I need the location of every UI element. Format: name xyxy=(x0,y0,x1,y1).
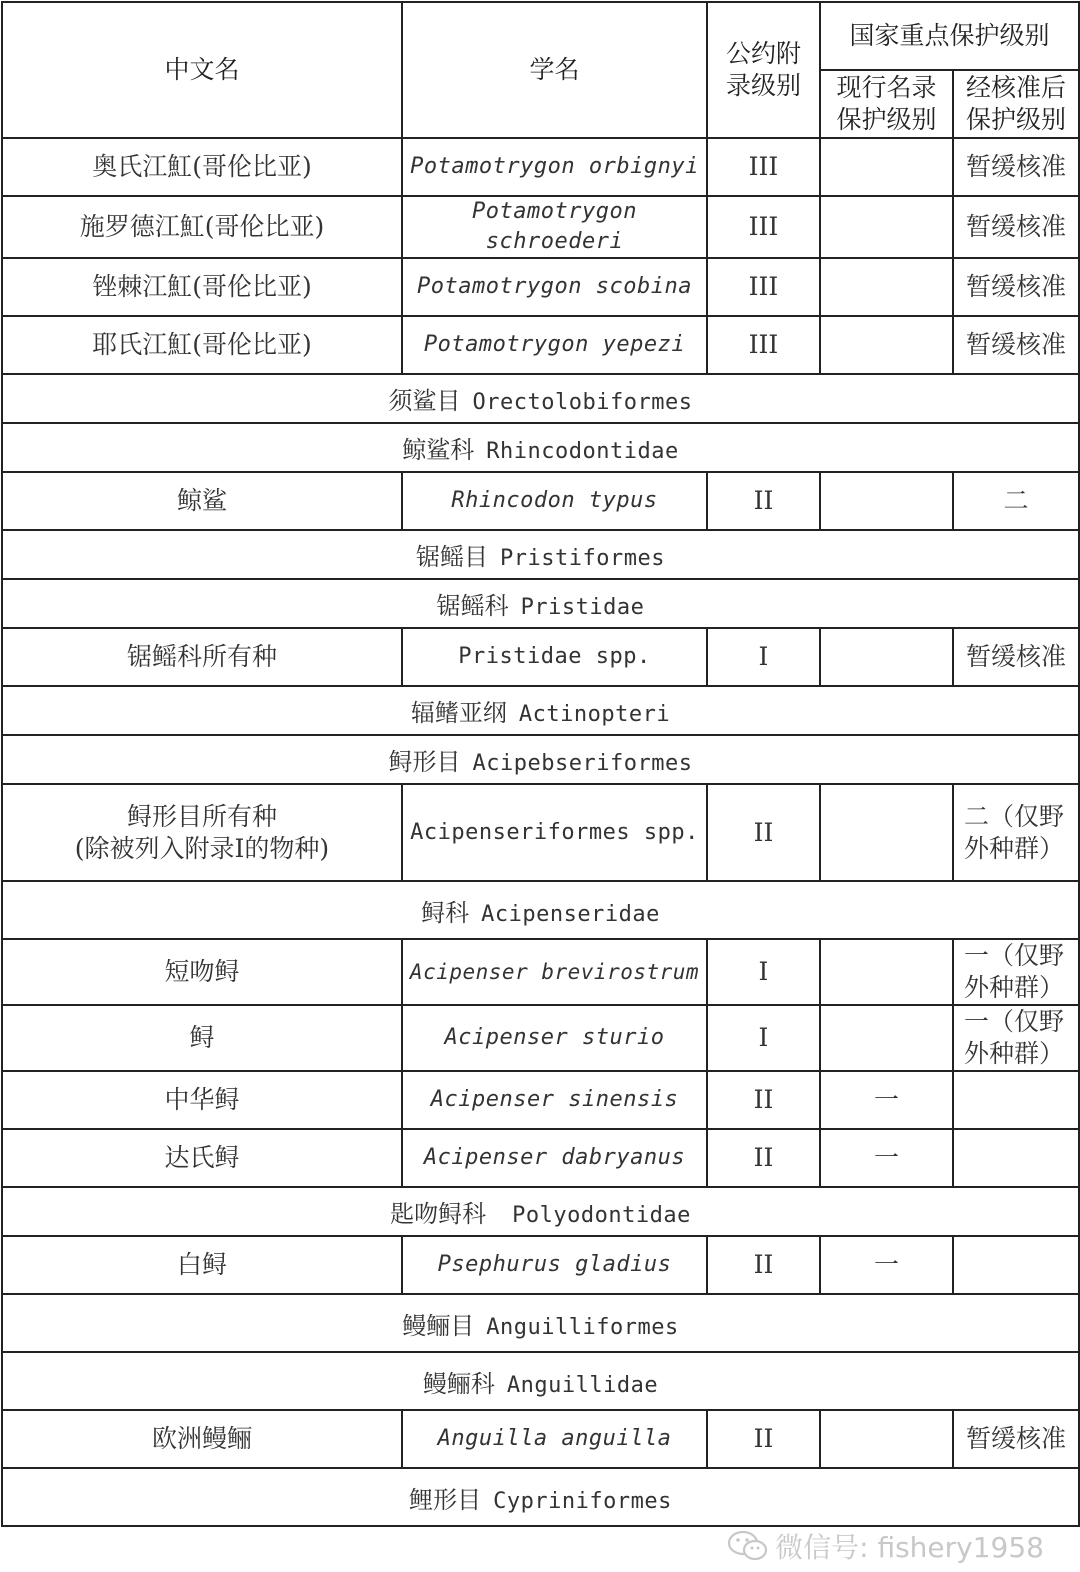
table-row xyxy=(2,316,1079,374)
approved-level xyxy=(953,1129,1079,1187)
taxon-cn-name: 鲟科 xyxy=(421,898,470,927)
watermark xyxy=(727,1526,1044,1566)
approved-level: 二 xyxy=(953,472,1079,530)
approved-level: 一（仅野外种群） xyxy=(953,1005,1079,1071)
taxon-group-row xyxy=(2,735,1079,784)
species-sci-name: Acipenser sturio xyxy=(402,1005,707,1071)
species-sci-name: Rhincodon typus xyxy=(402,472,707,530)
taxon-latin-name: Cypriniformes xyxy=(493,1488,672,1514)
approved-level: 二（仅野外种群） xyxy=(953,784,1079,881)
taxon-group-cell xyxy=(2,735,1079,784)
species-cn-name: 中华鲟 xyxy=(2,1071,402,1129)
appendix-level: II xyxy=(707,1129,820,1187)
taxon-group-cell xyxy=(2,686,1079,735)
approved-level: 一（仅野外种群） xyxy=(953,939,1079,1005)
species-cn-name: 锯鳐科所有种 xyxy=(2,628,402,686)
approved-level: 暂缓核准 xyxy=(953,196,1079,258)
current-level: 一 xyxy=(820,1129,953,1187)
current-level xyxy=(820,1005,953,1071)
taxon-group-cell xyxy=(2,881,1079,939)
appendix-level: II xyxy=(707,1236,820,1294)
taxon-cn-name: 锯鳐目 xyxy=(416,543,489,571)
appendix-level: III xyxy=(707,258,820,316)
species-cn-name: 奥氏江魟(哥伦比亚) xyxy=(2,138,402,196)
appendix-level: II xyxy=(707,472,820,530)
appendix-level: I xyxy=(707,628,820,686)
header-sci-name: 学名 xyxy=(402,2,707,138)
taxon-group-cell xyxy=(2,1187,1079,1236)
taxon-group-cell xyxy=(2,530,1079,579)
taxon-group-row xyxy=(2,579,1079,628)
taxon-cn-name: 鳗鲡目 xyxy=(402,1311,475,1340)
approved-level: 暂缓核准 xyxy=(953,258,1079,316)
taxon-group-cell xyxy=(2,1468,1079,1526)
current-level xyxy=(820,628,953,686)
header-appendix: 公约附录级别 xyxy=(707,2,820,138)
taxon-group-row xyxy=(2,1187,1079,1236)
header-current-level: 现行名录保护级别 xyxy=(820,70,953,138)
taxon-cn-name: 鲟形目 xyxy=(388,748,461,776)
taxon-cn-name: 鲤形目 xyxy=(409,1485,482,1514)
species-sci-name: Acipenseriformes spp. xyxy=(402,784,707,881)
species-cn-name: 白鲟 xyxy=(2,1236,402,1294)
species-cn-name: 鲟形目所有种 (除被列入附录Ⅰ的物种) xyxy=(2,784,402,881)
wechat-icon xyxy=(727,1529,769,1563)
taxon-cn-name: 鳗鲡科 xyxy=(422,1369,495,1398)
approved-level xyxy=(953,1236,1079,1294)
table-row xyxy=(2,1410,1079,1468)
table-row xyxy=(2,784,1079,881)
table-row xyxy=(2,1071,1079,1129)
appendix-level: I xyxy=(707,1005,820,1071)
table-row xyxy=(2,939,1079,1005)
table-row xyxy=(2,472,1079,530)
approved-level: 暂缓核准 xyxy=(953,316,1079,374)
approved-level: 暂缓核准 xyxy=(953,1410,1079,1468)
current-level xyxy=(820,784,953,881)
taxon-group-row xyxy=(2,374,1079,423)
species-sci-name: Potamotrygon scobina xyxy=(402,258,707,316)
species-sci-name: Psephurus gladius xyxy=(402,1236,707,1294)
appendix-level: III xyxy=(707,316,820,374)
table-row xyxy=(2,258,1079,316)
table-row xyxy=(2,138,1079,196)
appendix-level: I xyxy=(707,939,820,1005)
table-row xyxy=(2,1236,1079,1294)
header-cn-name: 中文名 xyxy=(2,2,402,138)
watermark-text: 微信号: fishery1958 xyxy=(775,1531,1044,1564)
species-cn-name: 施罗德江魟(哥伦比亚) xyxy=(2,196,402,258)
table-row xyxy=(2,196,1079,258)
current-level xyxy=(820,196,953,258)
species-sci-name: Potamotrygon yepezi xyxy=(402,316,707,374)
table-body xyxy=(2,138,1079,1526)
taxon-cn-name: 匙吻鲟科 xyxy=(390,1200,487,1228)
taxon-group-cell xyxy=(2,579,1079,628)
taxon-group-cell xyxy=(2,1352,1079,1410)
table-row xyxy=(2,1005,1079,1071)
species-sci-name: Potamotrygon schroederi xyxy=(402,196,707,258)
current-level xyxy=(820,258,953,316)
header-national-level: 国家重点保护级别 xyxy=(820,2,1079,70)
appendix-level: II xyxy=(707,784,820,881)
appendix-level: II xyxy=(707,1071,820,1129)
current-level: 一 xyxy=(820,1236,953,1294)
taxon-latin-name: Acipenseridae xyxy=(481,901,660,927)
species-sci-name: Acipenser sinensis xyxy=(402,1071,707,1129)
header-approved-level: 经核准后保护级别 xyxy=(953,70,1079,138)
taxon-latin-name: Anguillidae xyxy=(506,1372,659,1398)
taxon-group-row xyxy=(2,686,1079,735)
approved-level: 暂缓核准 xyxy=(953,628,1079,686)
taxon-cn-name: 鲸鲨科 xyxy=(402,436,475,464)
taxon-group-cell xyxy=(2,374,1079,423)
species-cn-name: 锉棘江魟(哥伦比亚) xyxy=(2,258,402,316)
species-cn-name: 欧洲鳗鲡 xyxy=(2,1410,402,1468)
species-cn-name: 达氏鲟 xyxy=(2,1129,402,1187)
species-table xyxy=(1,1,1080,1527)
taxon-latin-name: Pristiformes xyxy=(500,546,665,571)
species-sci-name: Potamotrygon orbignyi xyxy=(402,138,707,196)
appendix-level: III xyxy=(707,196,820,258)
taxon-group-cell xyxy=(2,423,1079,472)
current-level: 一 xyxy=(820,1071,953,1129)
species-cn-name: 鲸鲨 xyxy=(2,472,402,530)
species-sci-name: Acipenser brevirostrum xyxy=(402,939,707,1005)
taxon-group-row xyxy=(2,881,1079,939)
taxon-group-cell xyxy=(2,1294,1079,1352)
taxon-latin-name: Orectolobiformes xyxy=(472,390,693,415)
species-sci-name: Anguilla anguilla xyxy=(402,1410,707,1468)
taxon-latin-name: Actinopteri xyxy=(518,702,671,727)
taxon-cn-name: 须鲨目 xyxy=(388,387,461,415)
taxon-group-row xyxy=(2,423,1079,472)
taxon-latin-name: Anguilliformes xyxy=(486,1314,679,1340)
species-cn-name: 短吻鲟 xyxy=(2,939,402,1005)
table-row xyxy=(2,628,1079,686)
species-sci-name: Acipenser dabryanus xyxy=(402,1129,707,1187)
taxon-group-row xyxy=(2,1294,1079,1352)
taxon-group-row xyxy=(2,1352,1079,1410)
current-level xyxy=(820,138,953,196)
current-level xyxy=(820,472,953,530)
species-sci-name: Pristidae spp. xyxy=(402,628,707,686)
taxon-latin-name: Pristidae xyxy=(520,595,645,620)
approved-level: 暂缓核准 xyxy=(953,138,1079,196)
taxon-group-row xyxy=(2,1468,1079,1526)
table-row xyxy=(2,1129,1079,1187)
current-level xyxy=(820,316,953,374)
appendix-level: III xyxy=(707,138,820,196)
current-level xyxy=(820,939,953,1005)
taxon-latin-name: Polyodontidae xyxy=(512,1203,691,1228)
taxon-latin-name: Rhincodontidae xyxy=(486,439,679,464)
current-level xyxy=(820,1410,953,1468)
species-cn-name: 耶氏江魟(哥伦比亚) xyxy=(2,316,402,374)
taxon-latin-name: Acipebseriformes xyxy=(472,751,693,776)
species-cn-name: 鲟 xyxy=(2,1005,402,1071)
taxon-group-row xyxy=(2,530,1079,579)
taxon-cn-name: 辐鳍亚纲 xyxy=(410,699,507,727)
appendix-level: II xyxy=(707,1410,820,1468)
approved-level xyxy=(953,1071,1079,1129)
taxon-cn-name: 锯鳐科 xyxy=(436,592,509,620)
